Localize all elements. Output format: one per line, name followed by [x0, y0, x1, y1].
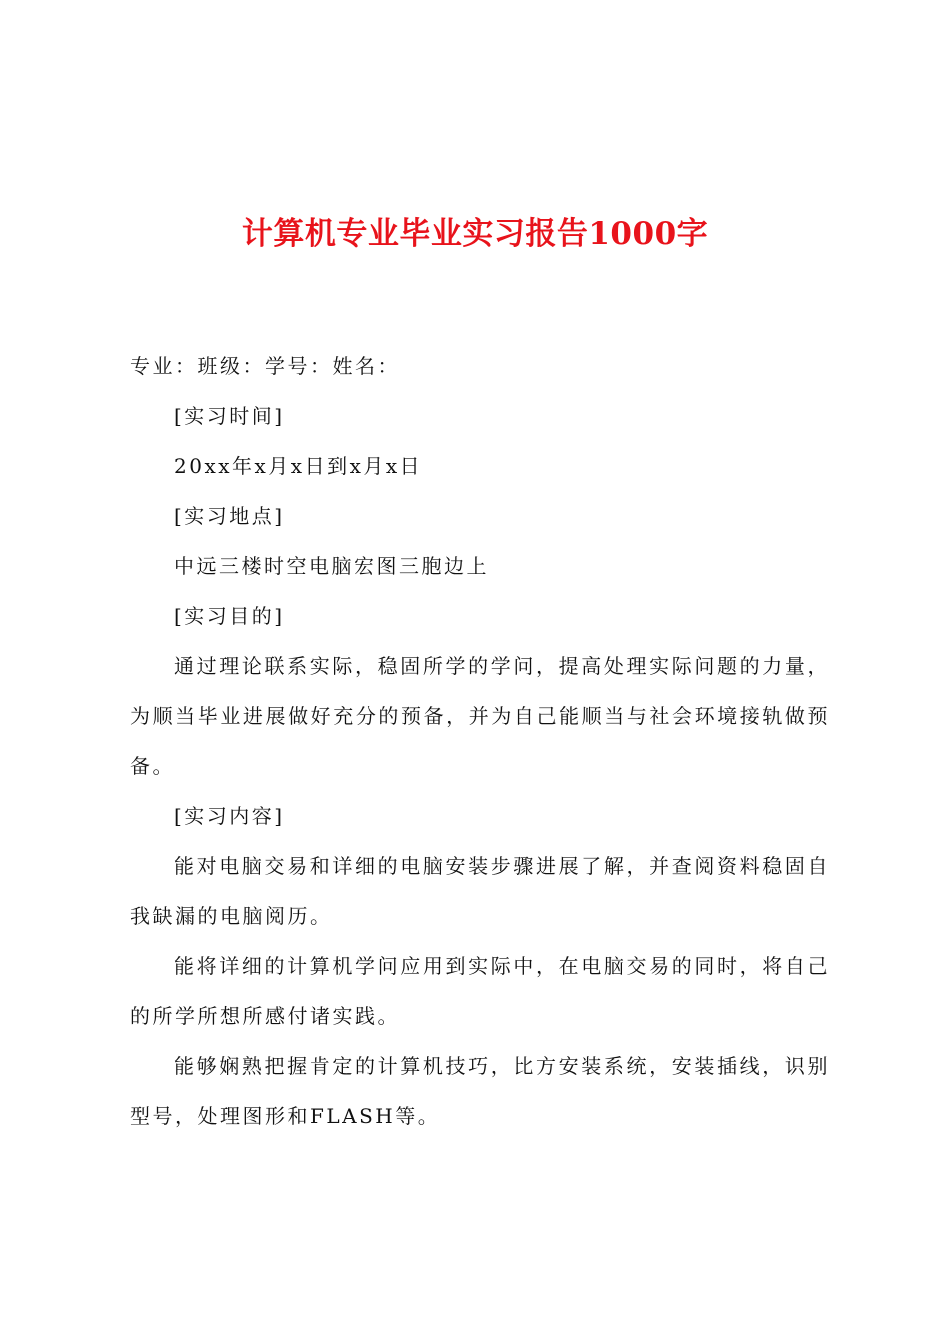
- paragraph-content-3: 能够娴熟把握肯定的计算机技巧，比方安装系统，安装插线，识别型号，处理图形和FLASH等。: [130, 1054, 830, 1128]
- section-heading-time: [实习时间]: [174, 404, 285, 428]
- paragraph-time: 20xx年x月x日到x月x日: [174, 454, 423, 478]
- paragraph-location: 中远三楼时空电脑宏图三胞边上: [174, 554, 489, 578]
- section-heading-location: [实习地点]: [174, 504, 285, 528]
- section-heading-purpose: [实习目的]: [174, 604, 285, 628]
- paragraph-purpose: 通过理论联系实际，稳固所学的学问，提高处理实际问题的力量，为顺当毕业进展做好充分的预备，并为自己能顺当与社会环境接轨做预备。: [130, 654, 830, 778]
- document-title: 计算机专业毕业实习报告1000字: [241, 216, 709, 252]
- paragraph-content-1: 能对电脑交易和详细的电脑安装步骤进展了解，并查阅资料稳固自我缺漏的电脑阅历。: [130, 854, 830, 928]
- meta-line: 专业：班级：学号：姓名：: [130, 354, 400, 378]
- paragraph-content-2: 能将详细的计算机学问应用到实际中，在电脑交易的同时，将自己的所学所想所感付诸实践。: [130, 954, 830, 1028]
- document-body: [130, 341, 830, 1141]
- section-heading-content: [实习内容]: [174, 804, 285, 828]
